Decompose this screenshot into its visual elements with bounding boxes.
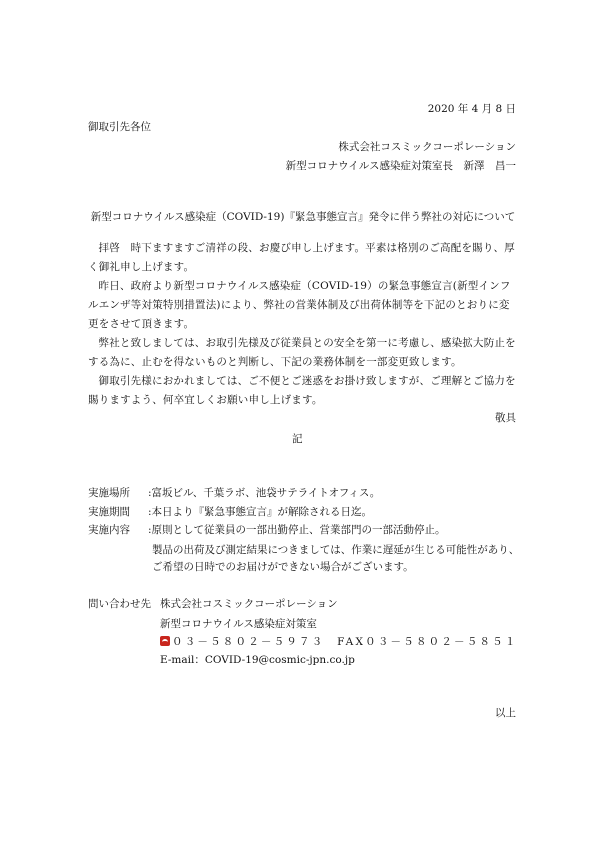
detail-content-value: :原則として従業員の一部出勤停止、営業部門の一部活動停止。 — [148, 524, 446, 536]
closing-ijou: 以上 — [495, 707, 516, 719]
detail-period-value: :本日より『緊急事態宣言』が解除される日迄。 — [148, 506, 373, 518]
contact-company: 株式会社コスミックコーポレーション — [160, 598, 338, 610]
date: 2020 年 4 月 8 日 — [427, 103, 516, 115]
detail-period-label: 実施期間 — [88, 506, 130, 518]
sender-name: 新型コロナウイルス感染症対策室長 新澤 昌一 — [285, 160, 516, 172]
detail-period — [88, 503, 372, 521]
ki-marker: 記 — [292, 433, 303, 445]
recipient: 御取引先各位 — [88, 121, 151, 133]
phone-icon — [160, 636, 170, 646]
sender-company: 株式会社コスミックコーポレーション — [338, 141, 516, 153]
detail-content-note-2: ご希望の日時でのお届けができない場合がございます。 — [152, 561, 414, 573]
detail-content-note-1: 製品の出荷及び測定結果につきましては、作業に遅延が生じる可能性があり、 — [152, 544, 520, 556]
contact-department: 新型コロナウイルス感染症対策室 — [160, 618, 317, 630]
contact-email[interactable]: E-mail：COVID-19@cosmic-jpn.co.jp — [160, 654, 355, 666]
detail-location-value: :富坂ビル、千葉ラボ、池袋サテライトオフィス。 — [148, 487, 381, 499]
contact-line-company — [88, 595, 338, 613]
paragraph-request: 御取引先様におかれましては、ご不便とご迷惑をお掛け致しますが、ご理解とご協力を賜りますよう、何卒宜しくお願い申し上げます。 — [88, 375, 516, 406]
detail-content — [88, 521, 446, 539]
document-title: 新型コロナウイルス感染症（COVID-19)『緊急事態宣言』発令に伴う弊社の対応について — [90, 211, 516, 223]
detail-content-label: 実施内容 — [88, 524, 130, 536]
paragraph-greeting: 拝啓 時下ますますご清祥の段、お慶び申し上げます。平素は格別のご高配を賜り、厚く御礼申し上げます。 — [88, 242, 515, 273]
paragraph-policy: 弊社と致しましては、お取引先様及び従業員との安全を第一に考慮し、感染拡大防止をする為に、止むを得ないものと判断し、下記の業務体制を一部変更致します。 — [88, 337, 516, 368]
contact-tel: ０３－５８０２－５９７３ — [172, 636, 325, 648]
contact-phone-line — [160, 633, 518, 651]
contact-label: 問い合わせ先 — [88, 598, 151, 610]
contact-fax: FAX０３－５８０２－５８５１ — [337, 636, 518, 648]
closing-keigu: 敬具 — [495, 412, 516, 424]
detail-location — [88, 484, 380, 502]
paragraph-announcement: 昨日、政府より新型コロナウイルス感染症（COVID-19）の緊急事態宣言(新型インフルエンザ等対策特別措置法)により、弊社の営業体制及び出荷体制等を下記のとおりに変更をさせて頂きます。 — [88, 280, 511, 330]
detail-location-label: 実施場所 — [88, 487, 130, 499]
